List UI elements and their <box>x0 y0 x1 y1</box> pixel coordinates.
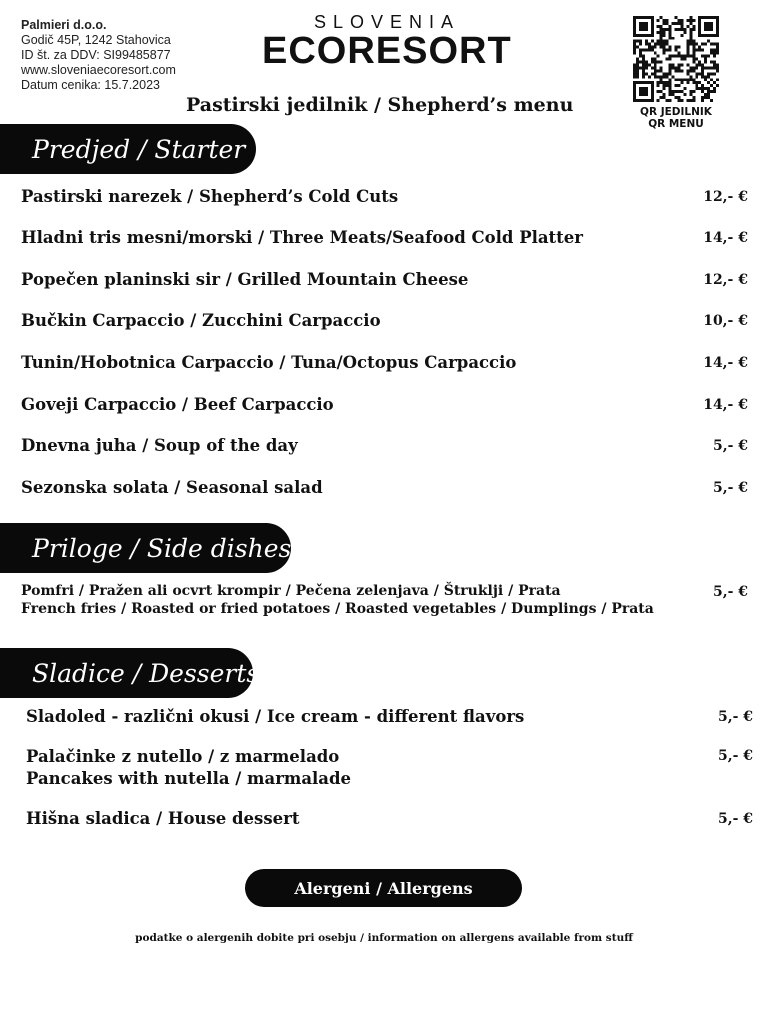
menu-item-name <box>26 746 351 790</box>
qr-caption-line2: QR MENU <box>648 118 704 130</box>
section-heading-sides: Priloge / Side dishes <box>0 523 291 573</box>
qr-caption <box>621 106 731 130</box>
menu-item-price: 5,- € <box>717 811 753 827</box>
company-name: Palmieri d.o.o. <box>21 18 107 32</box>
menu-item-row <box>26 707 753 726</box>
side-dishes-english: French fries / Roasted or fried potatoes / Roasted vegetables / Dumplings / Prata <box>21 601 654 617</box>
menu-item-name: Tunin/Hobotnica Carpaccio / Tuna/Octopus Carpaccio <box>21 353 517 372</box>
menu-item-name-english: Pancakes with nutella / marmalade <box>26 769 352 788</box>
menu-item-name: Pastirski narezek / Shepherd’s Cold Cuts <box>21 187 399 206</box>
allergens-note: podatke o alergenih dobite pri osebju / information on allergens available from stuff <box>135 932 633 944</box>
menu-item-price: 5,- € <box>712 480 748 496</box>
company-info <box>21 18 176 93</box>
menu-item-name: Hladni tris mesni/morski / Three Meats/Seafood Cold Platter <box>21 228 583 247</box>
company-address: Godič 45P, 1242 Stahovica <box>21 33 171 47</box>
menu-item-name: Sladoled - različni okusi / Ice cream - different flavors <box>26 707 525 726</box>
menu-item-row <box>21 436 748 455</box>
menu-item-price: 5,- € <box>717 748 753 764</box>
menu-item-price: 12,- € <box>703 272 748 288</box>
menu-item-row <box>21 187 748 206</box>
company-website[interactable]: www.sloveniaecoresort.com <box>21 63 176 77</box>
menu-item-row <box>21 270 748 289</box>
menu-title: Pastirski jedilnik / Shepherd’s menu <box>186 94 574 116</box>
menu-item-row <box>21 395 748 414</box>
menu-item-name-slovenian: Palačinke z nutello / z marmelado <box>26 747 340 766</box>
qr-caption-line1: QR JEDILNIK <box>640 106 712 118</box>
menu-item-price: 14,- € <box>703 355 748 371</box>
menu-item-price: 12,- € <box>703 189 748 205</box>
menu-item-price: 14,- € <box>703 230 748 246</box>
side-dishes-text <box>21 582 654 618</box>
section-heading-starters: Predjed / Starter <box>0 124 256 174</box>
logo-subtitle: SLOVENIA <box>313 12 461 32</box>
side-dishes-row <box>21 582 748 618</box>
menu-item-name: Bučkin Carpaccio / Zucchini Carpaccio <box>21 311 381 330</box>
menu-item-name: Sezonska solata / Seasonal salad <box>21 478 323 497</box>
menu-item-name: Goveji Carpaccio / Beef Carpaccio <box>21 395 334 414</box>
logo-title: ECORESORT <box>262 30 512 72</box>
company-vat: ID št. za DDV: SI99485877 <box>21 48 171 62</box>
qr-code-icon[interactable] <box>631 16 721 102</box>
menu-item-name: Dnevna juha / Soup of the day <box>21 436 298 455</box>
price-list-date: Datum cenika: 15.7.2023 <box>21 78 160 92</box>
menu-item-row <box>26 809 753 828</box>
menu-item-price: 10,- € <box>703 313 748 329</box>
side-dishes-slovenian: Pomfri / Pražen ali ocvrt krompir / Pečena zelenjava / Štruklji / Prata <box>21 583 561 599</box>
section-heading-desserts: Sladice / Desserts <box>0 648 253 698</box>
menu-item-price: 5,- € <box>712 584 748 600</box>
menu-item-price: 5,- € <box>717 709 753 725</box>
menu-item-row <box>26 746 753 790</box>
menu-item-price: 14,- € <box>703 397 748 413</box>
menu-item-name: Hišna sladica / House dessert <box>26 809 300 828</box>
menu-item-price: 5,- € <box>712 438 748 454</box>
menu-item-row <box>21 353 748 372</box>
menu-item-row <box>21 228 748 247</box>
menu-item-row <box>21 478 748 497</box>
allergens-button[interactable]: Alergeni / Allergens <box>245 869 522 907</box>
menu-item-row <box>21 311 748 330</box>
menu-item-name: Popečen planinski sir / Grilled Mountain Cheese <box>21 270 469 289</box>
brand-logo <box>262 12 512 72</box>
